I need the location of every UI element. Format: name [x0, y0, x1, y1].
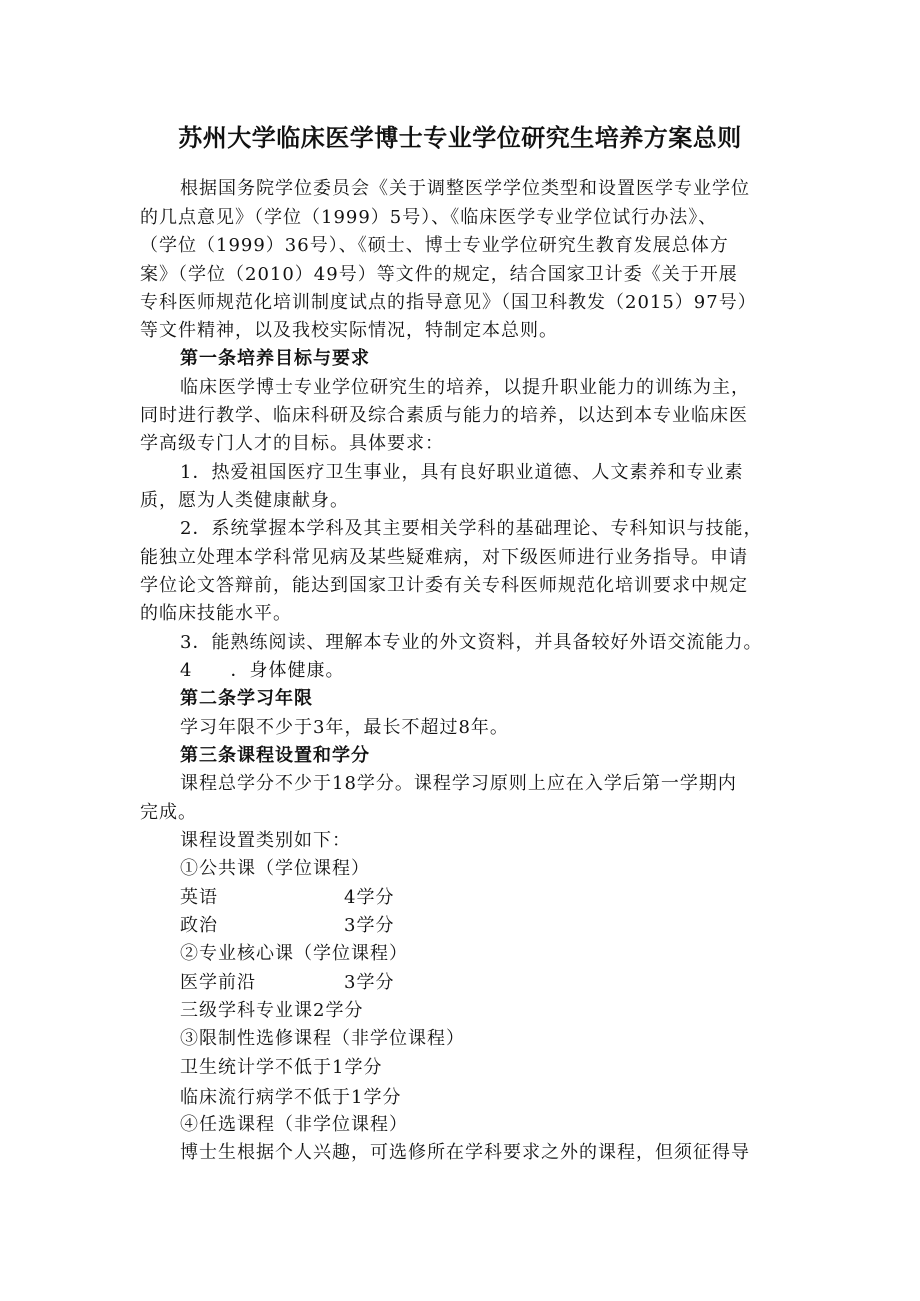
optional-courses-text: 博士生根据个人兴趣，可选修所在学科要求之外的课程，但须征得导 — [180, 1142, 750, 1163]
tertiary-course-line: 三级学科专业课2学分 — [180, 1000, 364, 1021]
article1-line: 临床医学博士专业学位研究生的培养，以提升职业能力的训练为主， — [180, 377, 750, 398]
article1-item2-line: 能独立处理本学科常见病及某些疑难病，对下级医师进行业务指导。申请 — [140, 547, 748, 568]
intro-line: 案》（学位（2010）49号）等文件的规定，结合国家卫计委《关于开展 — [140, 264, 738, 285]
intro-line: 的几点意见》（学位（1999）5号）、《临床医学专业学位试行办法》、 — [140, 207, 718, 228]
intro-line: （学位（1999）36号）、《硕士、博士专业学位研究生教育发展总体方 — [140, 235, 729, 256]
public-courses-label: ①公共课（学位课程） — [180, 858, 370, 879]
course-credit: 4学分 — [344, 887, 395, 908]
course-credit: 3学分 — [344, 972, 395, 993]
article1-item1-line: 1．热爱祖国医疗卫生事业，具有良好职业道德、人文素养和专业素 — [180, 462, 744, 483]
article3-heading: 第三条课程设置和学分 — [180, 745, 370, 766]
article1-item2-line: 的临床技能水平。 — [140, 603, 292, 624]
stats-course-line: 卫生统计学不低于1学分 — [180, 1057, 383, 1078]
intro-line: 根据国务院学位委员会《关于调整医学学位类型和设置医学专业学位 — [180, 178, 750, 199]
course-name: 政治 — [180, 915, 218, 936]
optional-courses-label: ④任选课程（非学位课程） — [180, 1114, 408, 1135]
core-courses-label: ②专业核心课（学位课程） — [180, 943, 408, 964]
article1-item2-line: 学位论文答辩前，能达到国家卫计委有关专科医师规范化培训要求中规定 — [140, 575, 748, 596]
intro-line: 等文件精神，以及我校实际情况，特制定本总则。 — [140, 320, 558, 341]
article3-line: 完成。 — [140, 802, 197, 823]
article1-item2-line: 2．系统掌握本学科及其主要相关学科的基础理论、专科知识与技能， — [180, 518, 763, 539]
course-row-politics — [180, 913, 394, 939]
course-credit: 3学分 — [344, 915, 395, 936]
article1-line: 学高级专门人才的目标。具体要求： — [140, 433, 444, 454]
intro-line: 专科医师规范化培训制度试点的指导意见》（国卫科教发（2015）97号） — [140, 292, 757, 313]
course-row-english — [180, 885, 394, 911]
document-title: 苏州大学临床医学博士专业学位研究生培养方案总则 — [178, 124, 742, 152]
article1-item3: 3．能熟练阅读、理解本专业的外文资料，并具备较好外语交流能力。 — [180, 632, 763, 653]
course-name: 医学前沿 — [180, 972, 256, 993]
article2-text: 学习年限不少于3年，最长不超过8年。 — [180, 717, 509, 738]
restricted-courses-label: ③限制性选修课程（非学位课程） — [180, 1028, 465, 1049]
article1-item1-line: 质，愿为人类健康献身。 — [140, 490, 349, 511]
course-categories-intro: 课程设置类别如下： — [180, 830, 351, 851]
article1-item4: 4 ．身体健康。 — [180, 660, 345, 681]
article2-heading: 第二条学习年限 — [180, 688, 313, 709]
course-row-frontier — [180, 970, 394, 996]
article3-line: 课程总学分不少于18学分。课程学习原则上应在入学后第一学期内 — [180, 773, 737, 794]
article1-heading: 第一条培养目标与要求 — [180, 348, 370, 369]
epidemiology-course-line: 临床流行病学不低于1学分 — [180, 1087, 402, 1108]
course-name: 英语 — [180, 887, 218, 908]
article1-line: 同时进行教学、临床科研及综合素质与能力的培养，以达到本专业临床医 — [140, 405, 748, 426]
